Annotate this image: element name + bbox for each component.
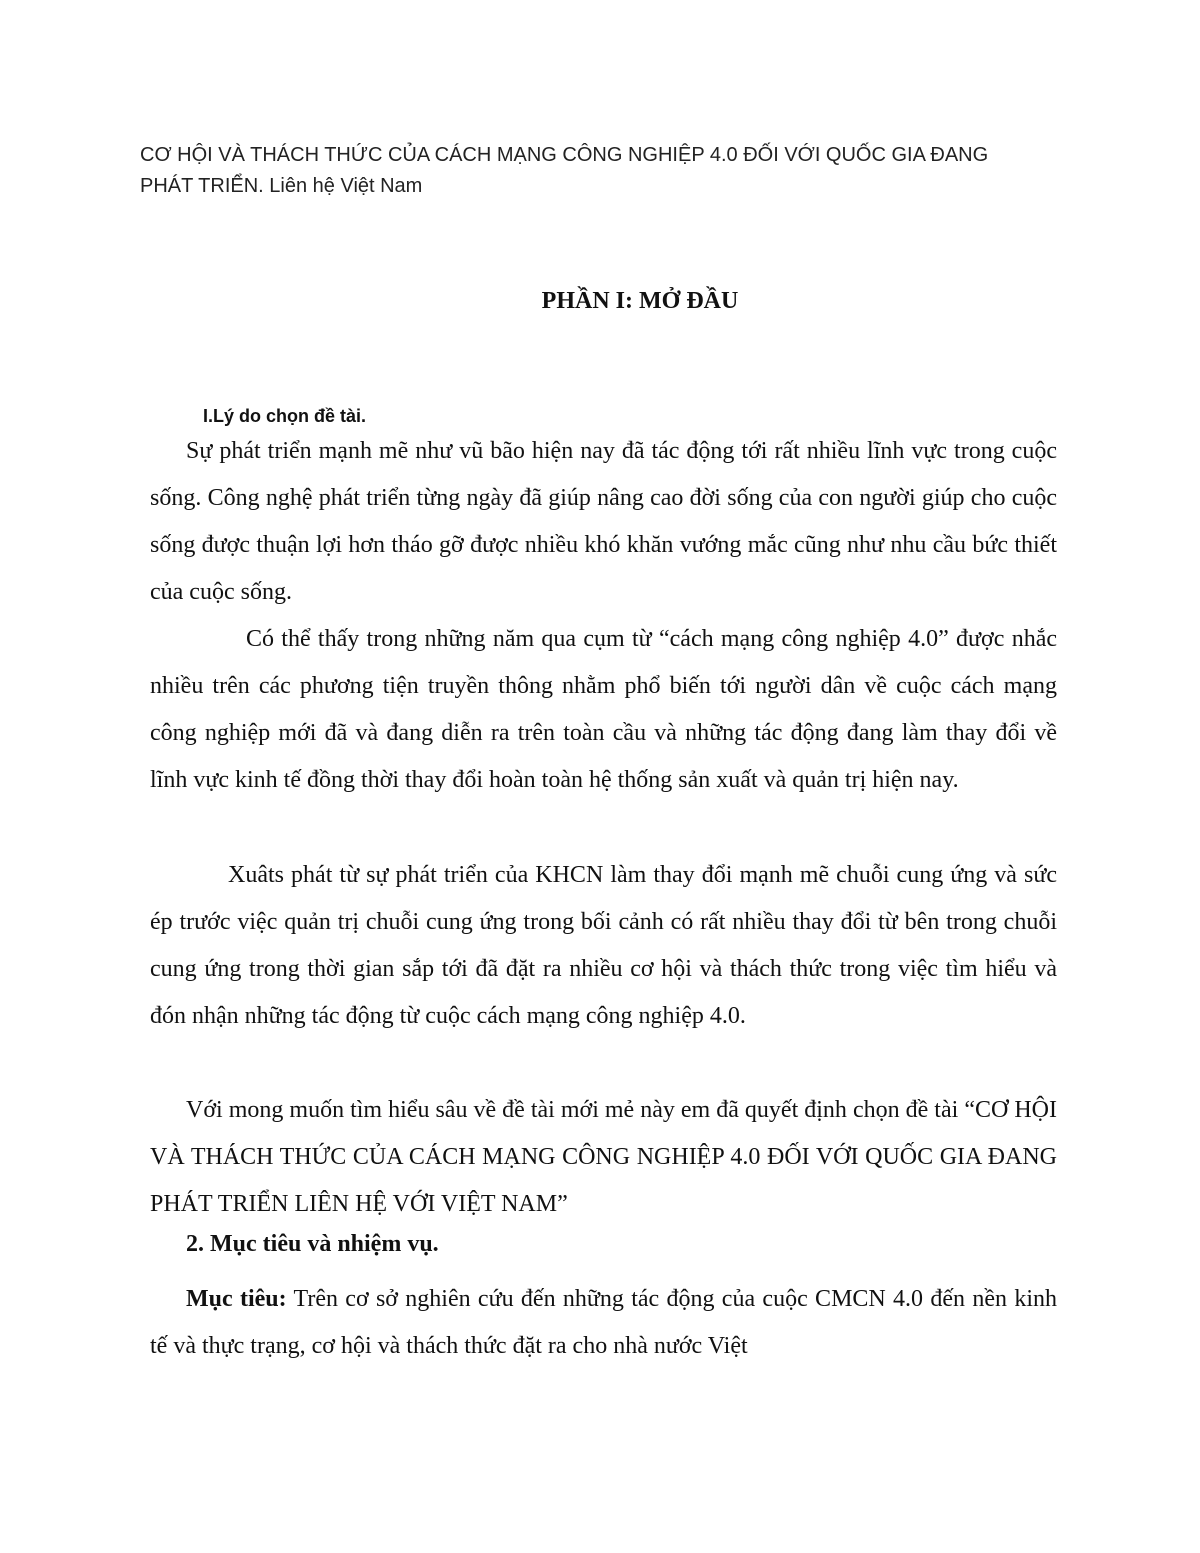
document-title-line-2: PHÁT TRIỂN. Liên hệ Việt Nam [140, 175, 423, 197]
heading-objectives: 2. Mục tiêu và nhiệm vụ. [186, 1231, 439, 1257]
document-title [140, 140, 1070, 202]
paragraph-5-label: Mục tiêu: [186, 1286, 287, 1312]
paragraph-5-text: Trên cơ sở nghiên cứu đến những tác động của cuộc CMCN 4.0 đến nền kinh tế và thực trạng, cơ hội và thách thức đặt ra cho nhà nước Việt [150, 1286, 1057, 1359]
subheading-reason: I.Lý do chọn đề tài. [203, 406, 367, 426]
paragraph-5 [150, 1276, 1057, 1370]
paragraph-2: Có thể thấy trong những năm qua cụm từ “cách mạng công nghiệp 4.0” được nhắc nhiều trên các phương tiện truyền thông nhằm phổ biến tới người dân về cuộc cách mạng công nghiệp mới đã và đang diễn ra trên toàn cầu và những tác động đang làm thay đổi về lĩnh vực kinh tế đồng thời thay đổi hoàn toàn hệ thống sản xuất và quản trị hiện nay. [150, 626, 1057, 793]
document-title-line-1: CƠ HỘI VÀ THÁCH THỨC CỦA CÁCH MẠNG CÔNG NGHIỆP 4.0 ĐỐI VỚI QUỐC GIA ĐANG [140, 144, 989, 166]
paragraph-4: Với mong muốn tìm hiểu sâu về đề tài mới mẻ này em đã quyết định chọn đề tài “CƠ HỘI VÀ THÁCH THỨC CỦA CÁCH MẠNG CÔNG NGHIỆP 4.0 ĐỐI VỚI QUỐC GIA ĐANG PHÁT TRIỂN LIÊN HỆ VỚI VIỆT NAM” [150, 1097, 1057, 1217]
paragraph-3: Xuâts phát từ sự phát triển của KHCN làm thay đổi mạnh mẽ chuỗi cung ứng và sức ép trước việc quản trị chuỗi cung ứng trong bối cảnh có rất nhiều thay đổi từ bên trong chuỗi cung ứng trong thời gian sắp tới đã đặt ra nhiều cơ hội và thách thức trong việc tìm hiểu và đón nhận những tác động từ cuộc cách mạng công nghiệp 4.0. [150, 862, 1057, 1029]
paragraph-1: Sự phát triển mạnh mẽ như vũ bão hiện nay đã tác động tới rất nhiều lĩnh vực trong cuộc sống. Công nghệ phát triển từng ngày đã giúp nâng cao đời sống của con người giúp cho cuộc sống được thuận lợi hơn tháo gỡ được nhiều khó khăn vướng mắc cũng như nhu cầu bức thiết của cuộc sống. [150, 438, 1057, 605]
section-heading: PHẦN I: MỞ ĐẦU [541, 288, 739, 314]
